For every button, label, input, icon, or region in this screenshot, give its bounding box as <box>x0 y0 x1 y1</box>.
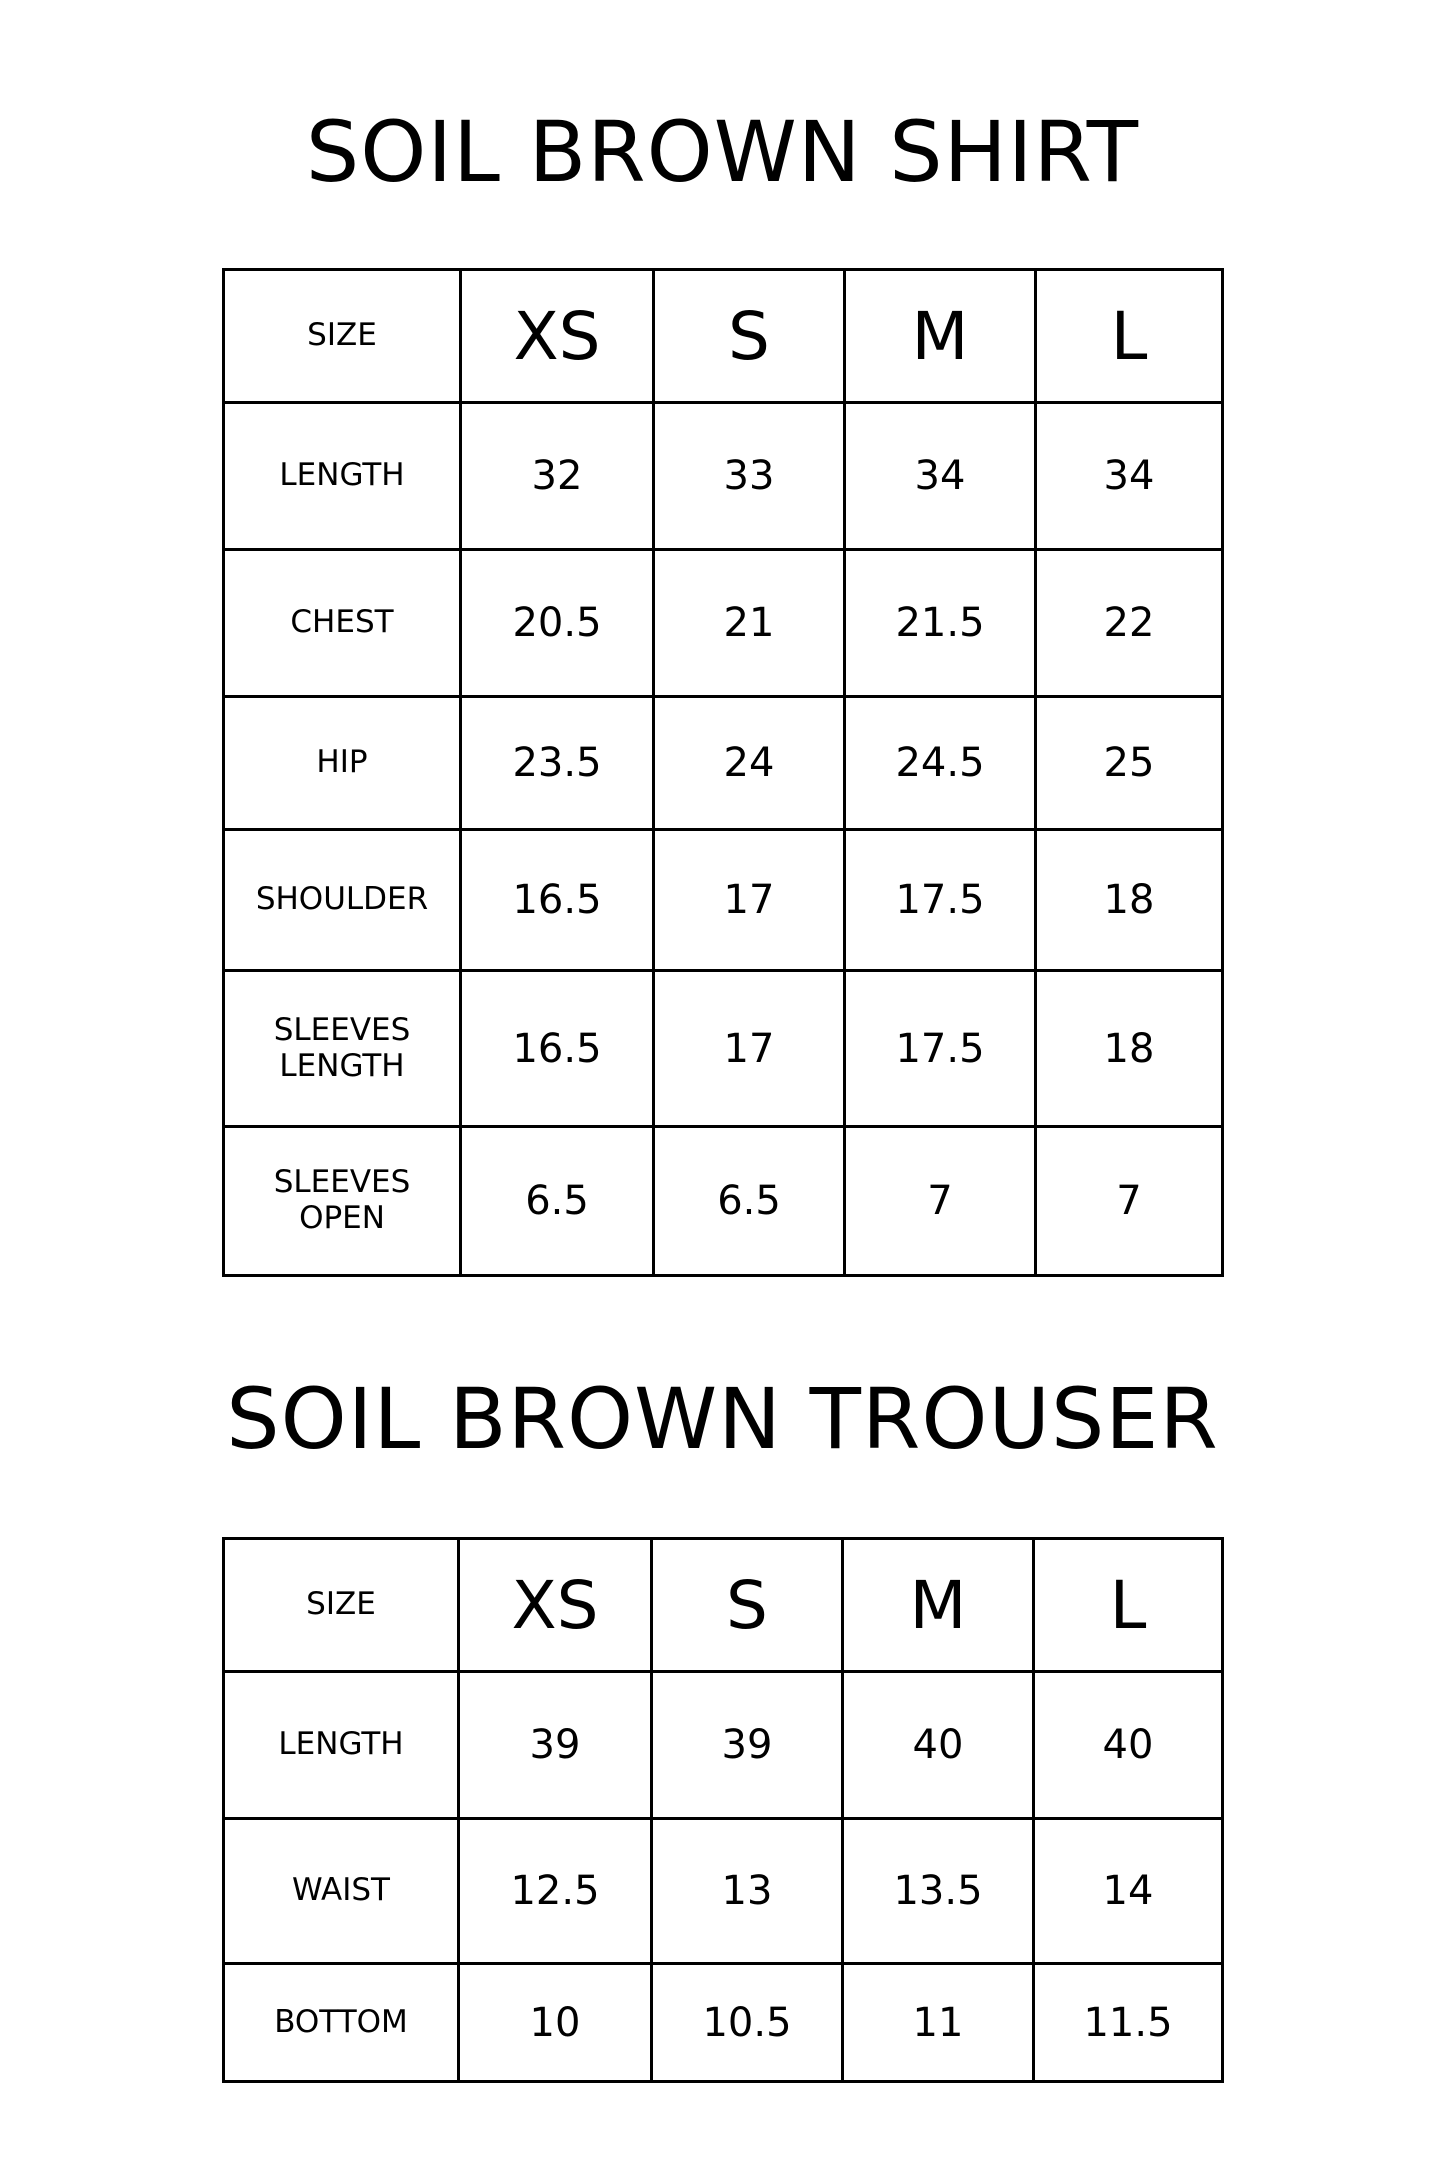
table-row <box>224 550 1223 697</box>
table-row <box>224 1672 1223 1819</box>
table-cell: 11.5 <box>1034 1964 1223 2082</box>
row-label: SLEEVES OPEN <box>224 1127 461 1276</box>
table-cell: 21 <box>654 550 845 697</box>
table-cell: 11 <box>843 1964 1034 2082</box>
table-cell: 10 <box>459 1964 652 2082</box>
row-label: BOTTOM <box>224 1964 459 2082</box>
table-row <box>224 403 1223 550</box>
table-cell: 17 <box>654 971 845 1127</box>
table-cell: 17.5 <box>845 971 1036 1127</box>
trouser-title: SOIL BROWN TROUSER <box>226 1370 1219 1468</box>
table-cell: 34 <box>1036 403 1223 550</box>
table-cell: 13 <box>652 1819 843 1964</box>
table-row <box>224 697 1223 830</box>
row-label: SLEEVES LENGTH <box>224 971 461 1127</box>
table-cell: 17.5 <box>845 830 1036 971</box>
size-xs-header: XS <box>459 1539 652 1672</box>
table-cell: 25 <box>1036 697 1223 830</box>
table-cell: 7 <box>1036 1127 1223 1276</box>
trouser-size-table <box>222 1537 1224 2083</box>
size-s-header: S <box>654 270 845 403</box>
table-cell: 13.5 <box>843 1819 1034 1964</box>
table-cell: 32 <box>461 403 654 550</box>
table-header-row <box>224 270 1223 403</box>
table-cell: 24 <box>654 697 845 830</box>
table-row <box>224 830 1223 971</box>
table-cell: 39 <box>459 1672 652 1819</box>
table-header-row <box>224 1539 1223 1672</box>
row-label: HIP <box>224 697 461 830</box>
table-cell: 7 <box>845 1127 1036 1276</box>
table-cell: 20.5 <box>461 550 654 697</box>
table-cell: 40 <box>1034 1672 1223 1819</box>
size-header-label: SIZE <box>224 270 461 403</box>
size-l-header: L <box>1036 270 1223 403</box>
table-cell: 6.5 <box>461 1127 654 1276</box>
size-m-header: M <box>845 270 1036 403</box>
shirt-size-table <box>222 268 1224 1277</box>
size-header-label: SIZE <box>224 1539 459 1672</box>
table-cell: 17 <box>654 830 845 971</box>
table-cell: 34 <box>845 403 1036 550</box>
row-label: SHOULDER <box>224 830 461 971</box>
size-l-header: L <box>1034 1539 1223 1672</box>
table-cell: 18 <box>1036 830 1223 971</box>
table-cell: 10.5 <box>652 1964 843 2082</box>
row-label: LENGTH <box>224 1672 459 1819</box>
table-cell: 39 <box>652 1672 843 1819</box>
table-row <box>224 1964 1223 2082</box>
table-cell: 16.5 <box>461 971 654 1127</box>
table-cell: 33 <box>654 403 845 550</box>
table-cell: 24.5 <box>845 697 1036 830</box>
table-row <box>224 971 1223 1127</box>
size-m-header: M <box>843 1539 1034 1672</box>
row-label: WAIST <box>224 1819 459 1964</box>
shirt-title: SOIL BROWN SHIRT <box>305 103 1140 201</box>
table-cell: 14 <box>1034 1819 1223 1964</box>
table-cell: 23.5 <box>461 697 654 830</box>
table-cell: 12.5 <box>459 1819 652 1964</box>
table-cell: 16.5 <box>461 830 654 971</box>
table-cell: 22 <box>1036 550 1223 697</box>
table-row <box>224 1127 1223 1276</box>
table-cell: 6.5 <box>654 1127 845 1276</box>
table-row <box>224 1819 1223 1964</box>
row-label: CHEST <box>224 550 461 697</box>
size-s-header: S <box>652 1539 843 1672</box>
table-cell: 18 <box>1036 971 1223 1127</box>
table-cell: 40 <box>843 1672 1034 1819</box>
row-label: LENGTH <box>224 403 461 550</box>
size-xs-header: XS <box>461 270 654 403</box>
table-cell: 21.5 <box>845 550 1036 697</box>
